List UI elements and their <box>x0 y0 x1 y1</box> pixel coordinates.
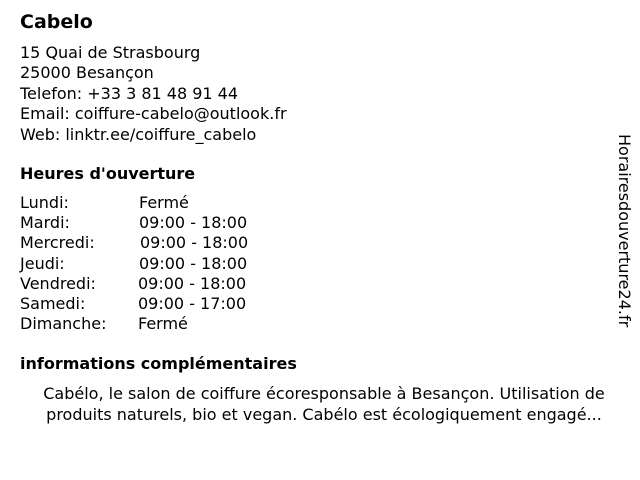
watermark-text: Horairesdouverture24.fr <box>615 134 634 328</box>
day-label: Lundi: <box>20 193 69 212</box>
day-label: Jeudi: <box>20 253 65 273</box>
address-city: 25000 Besançon <box>20 63 154 83</box>
address-street: 15 Quai de Strasbourg <box>20 43 201 62</box>
hours-value: 09:00 - 18:00 <box>139 253 248 273</box>
description-line-1: Cabélo, le salon de coiffure écoresponsable à Besançon. Utilisation de <box>43 384 605 403</box>
day-label: Vendredi: <box>20 273 96 293</box>
description-line-2: produits naturels, bio et vegan. Cabélo est écologiquement engagé... <box>46 405 602 424</box>
hours-value: 09:00 - 17:00 <box>138 293 247 313</box>
contact-block <box>20 43 287 145</box>
hours-value: 09:00 - 18:00 <box>138 273 247 293</box>
hours-title: Heures d'ouverture <box>20 164 196 183</box>
hours-value: Fermé <box>138 314 188 334</box>
description <box>14 383 634 425</box>
phone-number: Telefon: +33 3 81 48 91 44 <box>20 83 239 103</box>
hours-value: 09:00 - 18:00 <box>140 233 249 253</box>
day-label: Mercredi: <box>20 233 95 253</box>
day-label: Dimanche: <box>20 314 107 334</box>
hours-value: Fermé <box>139 193 189 212</box>
info-title: informations complémentaires <box>20 354 297 373</box>
business-name: Cabelo <box>20 11 93 33</box>
day-label: Mardi: <box>20 213 70 233</box>
website: Web: linktr.ee/coiffure_cabelo <box>20 124 257 144</box>
email-address: Email: coiffure-cabelo@outlook.fr <box>20 104 287 124</box>
hours-value: 09:00 - 18:00 <box>139 213 248 233</box>
day-label: Samedi: <box>20 293 86 313</box>
site-watermark <box>612 134 634 346</box>
